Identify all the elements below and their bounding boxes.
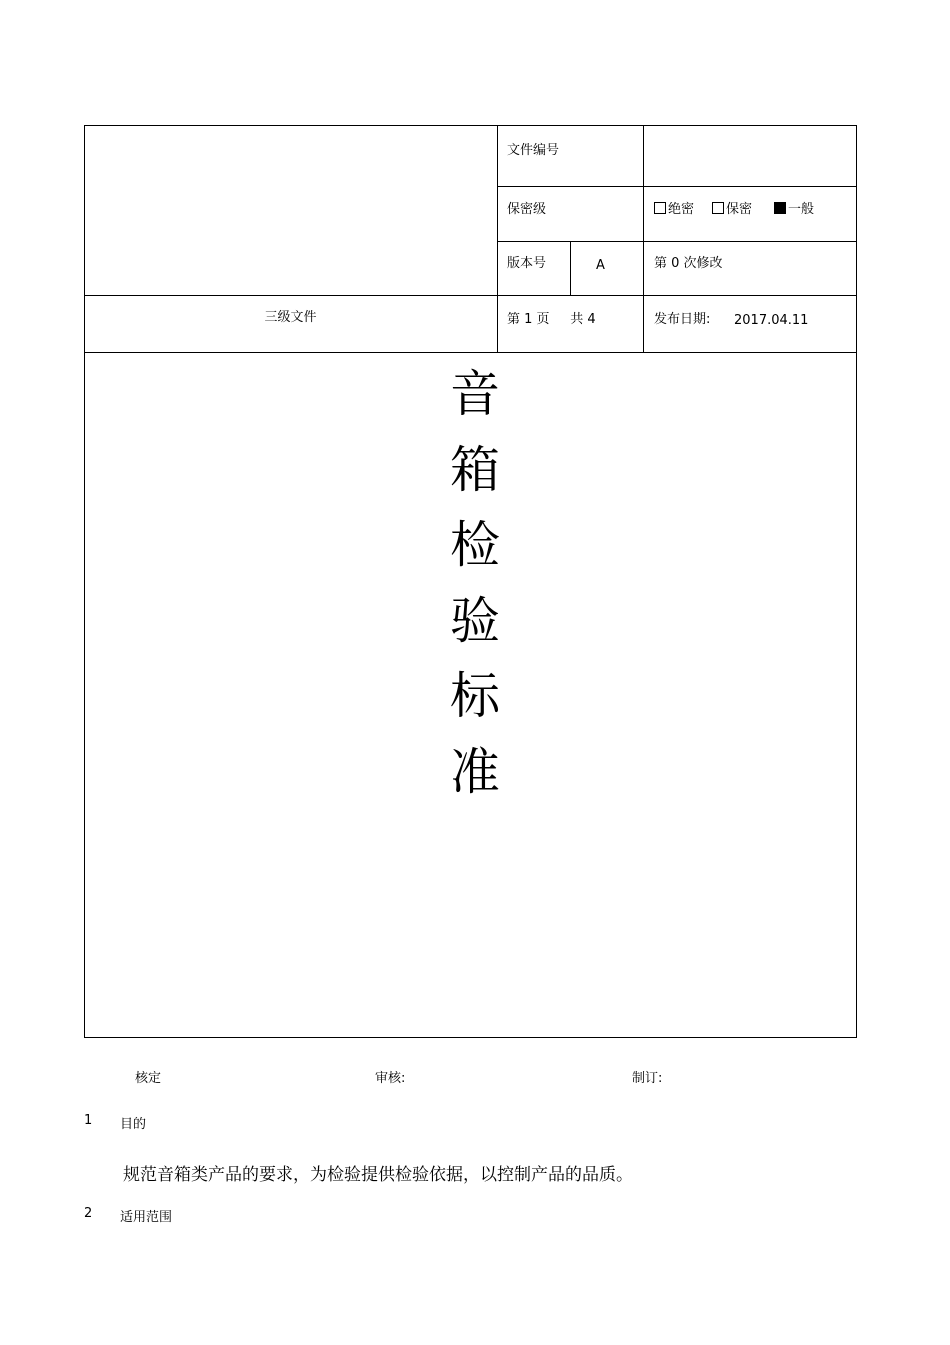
table-divider [84,352,857,353]
title-char: 检 [450,516,500,574]
table-divider [497,125,498,353]
table-divider [570,241,571,296]
title-char: 音 [450,365,500,423]
prepare-label: 制订: [632,1071,663,1086]
table-border-top [84,125,857,126]
confidentiality-options [654,202,814,218]
section-number: 1 [84,1113,93,1128]
table-border-left [84,125,85,1038]
checkbox-general: 一般 [774,202,814,217]
section-title: 目的 [120,1117,147,1132]
table-border-right [856,125,857,1038]
checkbox-empty-icon [654,202,666,214]
table-divider [643,295,644,353]
table-divider [497,186,857,187]
review-label: 审核: [375,1071,406,1086]
document-level: 三级文件 [264,310,317,325]
title-char: 箱 [450,441,500,499]
version-value: A [596,258,605,273]
doc-no-label: 文件编号 [507,143,560,158]
version-label: 版本号 [507,256,547,271]
section-number: 2 [84,1206,93,1221]
page-info: 第 1 页 共 4 [507,312,596,327]
table-divider [497,241,857,242]
release-date: 2017.04.11 [734,313,809,328]
table-divider [84,295,857,296]
section-body: 规范音箱类产品的要求，为检验提供检验依据，以控制产品的品质。 [123,1165,633,1185]
checkbox-secret: 保密 [712,202,752,217]
checkbox-empty-icon [712,202,724,214]
revision-text: 第 0 次修改 [654,256,723,271]
title-char: 准 [450,743,500,801]
release-label: 发布日期: [654,312,711,327]
table-divider [643,125,644,296]
approve-label: 核定 [135,1071,162,1086]
table-border-bottom [84,1037,857,1038]
checkbox-filled-icon [774,202,786,214]
confidentiality-label: 保密级 [507,202,547,217]
section-title: 适用范围 [120,1210,173,1225]
checkbox-top-secret: 绝密 [654,202,694,217]
title-char: 验 [450,592,500,650]
title-char: 标 [450,667,500,725]
